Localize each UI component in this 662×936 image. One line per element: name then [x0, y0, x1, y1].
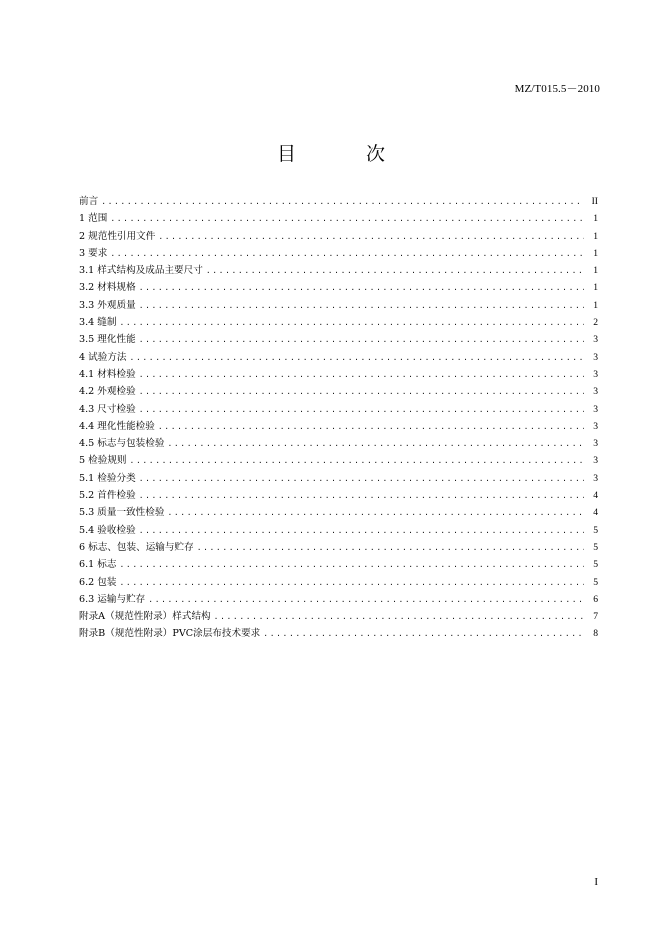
toc-entry[interactable]: [79, 487, 598, 504]
toc-entry-page: 4: [593, 507, 598, 519]
toc-entry-label: 前言: [79, 196, 99, 207]
toc-entry-label: 5.1 检验分类: [79, 472, 136, 484]
dot-leader: [120, 574, 585, 591]
toc-entry-page: 3: [593, 368, 598, 380]
toc-entry-label: 1 范围: [79, 213, 108, 225]
dot-leader: [148, 591, 584, 608]
toc-entry[interactable]: [79, 435, 598, 452]
toc-entry[interactable]: [79, 608, 598, 625]
dot-leader: [120, 314, 585, 331]
toc-entry[interactable]: [79, 314, 598, 331]
dot-leader: [206, 262, 584, 279]
toc-entry-page: 5: [593, 559, 598, 571]
toc-entry[interactable]: [79, 228, 598, 245]
toc-entry-page: II: [591, 196, 598, 207]
toc-entry-label: 6.1 标志: [79, 559, 117, 571]
toc-entry-label: 4.2 外观检验: [79, 386, 136, 398]
toc-entry-label: 3.5 理化性能: [79, 334, 136, 346]
dot-leader: [139, 383, 584, 400]
toc-entry[interactable]: [79, 452, 598, 469]
toc-entry[interactable]: [79, 383, 598, 400]
toc-list: [79, 193, 598, 643]
toc-entry[interactable]: [79, 279, 598, 296]
dot-leader: [139, 331, 584, 348]
toc-entry-label: 5.2 首件检验: [79, 490, 136, 502]
toc-entry-page: 6: [593, 593, 598, 605]
dot-leader: [139, 366, 584, 383]
toc-entry-label: 5 检验规则: [79, 455, 127, 467]
toc-entry-page: 1: [593, 247, 598, 259]
dot-leader: [139, 401, 584, 418]
dot-leader: [110, 210, 584, 227]
toc-entry-label: 5.4 验收检验: [79, 524, 136, 536]
toc-entry[interactable]: [79, 539, 598, 556]
toc-entry-page: 3: [593, 472, 598, 484]
toc-entry-page: 3: [593, 386, 598, 398]
toc-entry-page: 5: [593, 524, 598, 536]
toc-entry-page: 3: [593, 420, 598, 432]
toc-entry-label: 4.1 材料检验: [79, 368, 136, 380]
toc-entry-page: 1: [593, 213, 598, 225]
dot-leader: [130, 452, 584, 469]
toc-entry-page: 2: [593, 317, 598, 329]
toc-entry-page: 1: [593, 299, 598, 311]
dot-leader: [120, 556, 585, 573]
toc-entry-page: 3: [593, 334, 598, 346]
toc-entry-page: 7: [593, 611, 598, 623]
dot-leader: [130, 349, 584, 366]
toc-entry[interactable]: [79, 522, 598, 539]
dot-leader: [101, 193, 584, 210]
dot-leader: [110, 245, 584, 262]
toc-entry-label: 6 标志、包装、运输与贮存: [79, 541, 194, 553]
toc-entry[interactable]: [79, 297, 598, 314]
toc-entry[interactable]: [79, 349, 598, 366]
toc-entry[interactable]: [79, 470, 598, 487]
toc-entry-label: 6.2 包装: [79, 576, 117, 588]
toc-entry-label: 附录A（规范性附录）样式结构: [79, 611, 211, 623]
toc-entry-page: 1: [593, 265, 598, 277]
toc-title: 目 次: [276, 143, 418, 165]
dot-leader: [139, 487, 584, 504]
dot-leader: [139, 522, 584, 539]
toc-entry-page: 1: [593, 230, 598, 242]
toc-entry-page: 5: [593, 541, 598, 553]
toc-entry-label: 附录B（规范性附录）PVC涂层布技术要求: [79, 628, 261, 640]
toc-entry[interactable]: [79, 418, 598, 435]
toc-entry-label: 3.1 样式结构及成品主要尺寸: [79, 265, 203, 277]
toc-entry-label: 3.4 缝制: [79, 317, 117, 329]
toc-entry-label: 4.3 尺寸检验: [79, 403, 136, 415]
toc-entry[interactable]: [79, 574, 598, 591]
dot-leader: [263, 625, 584, 642]
dot-leader: [167, 504, 584, 521]
dot-leader: [139, 297, 584, 314]
toc-entry[interactable]: [79, 401, 598, 418]
dot-leader: [167, 435, 584, 452]
toc-entry-label: 2 规范性引用文件: [79, 230, 156, 242]
toc-entry-label: 3.2 材料规格: [79, 282, 136, 294]
toc-entry[interactable]: [79, 504, 598, 521]
dot-leader: [214, 608, 584, 625]
toc-entry-page: 4: [593, 490, 598, 502]
toc-entry[interactable]: [79, 331, 598, 348]
toc-entry-label: 4.4 理化性能检验: [79, 420, 155, 432]
toc-entry-label: 4 试验方法: [79, 351, 127, 363]
dot-leader: [139, 470, 584, 487]
toc-entry[interactable]: [79, 262, 598, 279]
toc-entry-page: 8: [593, 628, 598, 640]
page-number: I: [594, 876, 598, 888]
toc-entry[interactable]: [79, 193, 598, 210]
toc-entry[interactable]: [79, 556, 598, 573]
toc-entry[interactable]: [79, 210, 598, 227]
document-code: MZ/T015.5－2010: [514, 83, 600, 95]
toc-entry-page: 3: [593, 455, 598, 467]
toc-entry-page: 3: [593, 403, 598, 415]
toc-entry[interactable]: [79, 366, 598, 383]
dot-leader: [158, 228, 584, 245]
toc-entry-page: 3: [593, 351, 598, 363]
toc-entry-page: 1: [593, 282, 598, 294]
toc-entry-page: 5: [593, 576, 598, 588]
dot-leader: [139, 279, 584, 296]
toc-entry-page: 3: [593, 438, 598, 450]
toc-entry-label: 5.3 质量一致性检验: [79, 507, 165, 519]
toc-entry-label: 3.3 外观质量: [79, 299, 136, 311]
toc-entry[interactable]: [79, 625, 598, 642]
toc-entry-label: 4.5 标志与包装检验: [79, 438, 165, 450]
toc-entry[interactable]: [79, 591, 598, 608]
dot-leader: [158, 418, 584, 435]
dot-leader: [197, 539, 584, 556]
toc-entry-label: 3 要求: [79, 247, 108, 259]
toc-entry[interactable]: [79, 245, 598, 262]
toc-entry-label: 6.3 运输与贮存: [79, 593, 146, 605]
